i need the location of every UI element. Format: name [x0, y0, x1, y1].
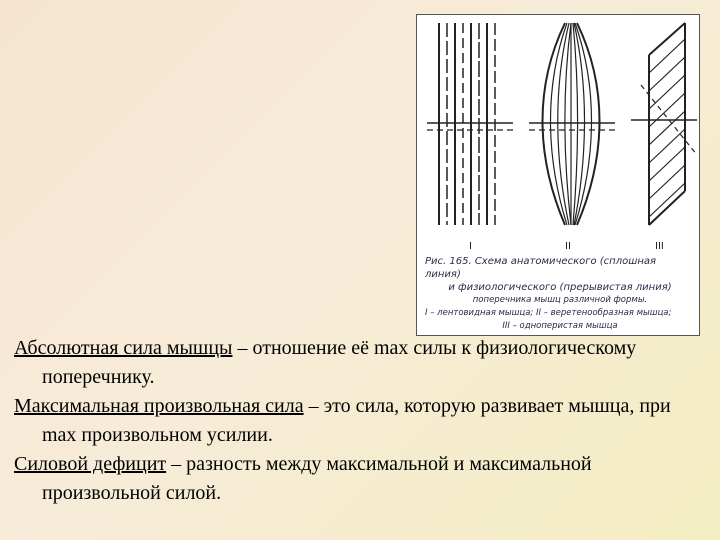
definition-max-voluntary-strength-text: – это сила, которую развивает мышца, при max произвольном усилии.: [42, 395, 671, 446]
label-unipennate-muscle: III: [655, 241, 664, 252]
definition-absolute-strength-text: – отношение её max силы к физиологическому поперечнику.: [42, 337, 637, 388]
unipennate-muscle-drawing: [631, 23, 697, 225]
caption-line-3: поперечника мышц различной формы.: [472, 295, 648, 305]
spindle-muscle-drawing: [529, 23, 615, 225]
muscle-diagrams: [417, 15, 701, 255]
definition-strength-deficit: [14, 450, 704, 508]
term-strength-deficit: Силовой дефицит: [14, 453, 167, 475]
caption-line-4: I – лентовидная мышца; II – веретенообразная мышца;: [425, 308, 672, 318]
figure-caption: [425, 255, 695, 333]
definition-strength-deficit-text: – разность между максимальной и максимальной произвольной силой.: [42, 453, 592, 504]
ribbon-muscle-drawing: [427, 23, 513, 225]
caption-line-1: Рис. 165. Схема анатомического (сплошная линия): [425, 256, 657, 280]
caption-line-2: и физиологического (прерывистая линия): [448, 282, 672, 293]
caption-line-5: III – одноперистая мышца: [502, 321, 618, 331]
muscle-cross-section-figure: [416, 14, 700, 336]
definition-absolute-strength: [14, 334, 704, 392]
definitions-text: [14, 334, 704, 508]
label-ribbon-muscle: I: [469, 241, 472, 252]
term-absolute-strength: Абсолютная сила мышцы: [14, 337, 233, 359]
label-spindle-muscle: II: [565, 241, 571, 252]
term-max-voluntary-strength: Максимальная произвольная сила: [14, 395, 304, 417]
definition-max-voluntary-strength: [14, 392, 704, 450]
